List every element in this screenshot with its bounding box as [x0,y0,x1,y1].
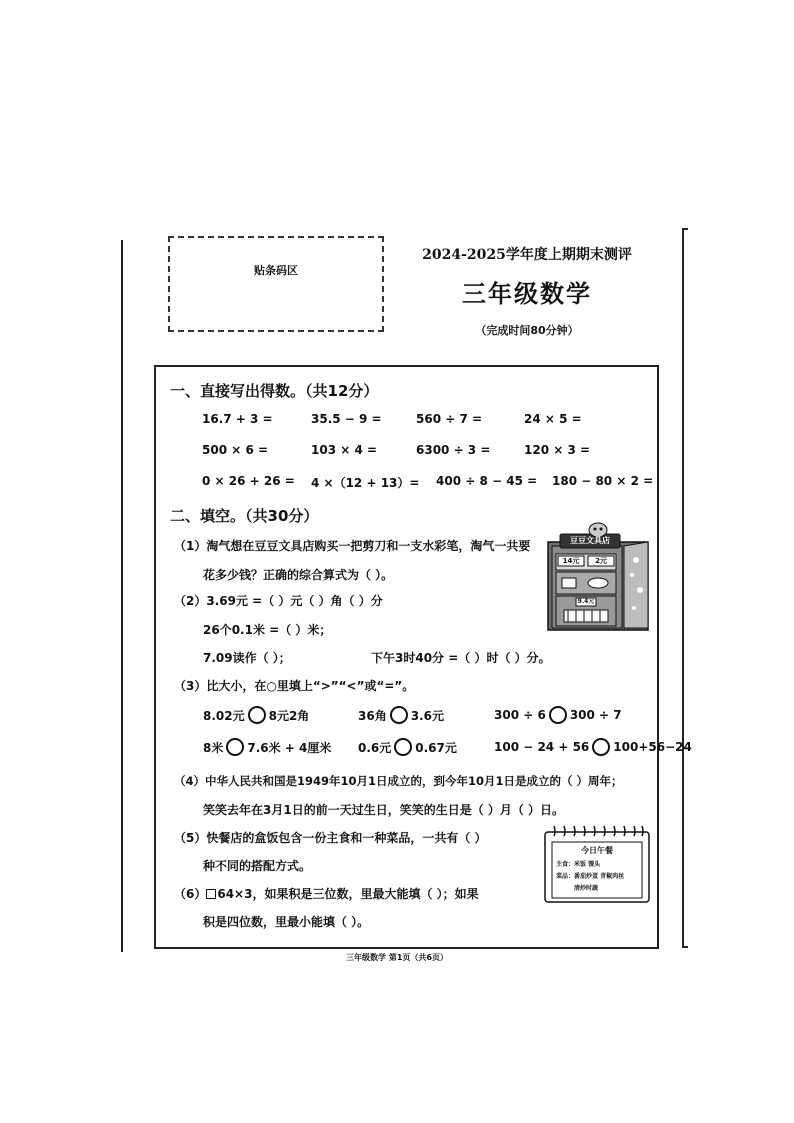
calc-2-3: 6300 ÷ 3 = [416,443,491,457]
price-pen: 2元 [595,557,607,565]
exam-title: 2024-2025学年度上期期末测评 [422,247,632,263]
q2-line1: （2）3.69元 =（ ）元（ ）角（ ）分 [174,594,383,608]
q1-line1: （1）淘气想在豆豆文具店购买一把剪刀和一支水彩笔，淘气一共要 [174,539,531,553]
calc-2-2: 103 × 4 = [311,443,378,457]
q1-line2: 花多少钱？正确的综合算式为（ ）。 [203,568,394,582]
right-border-tick-top [682,228,688,230]
right-border-tick-bottom [682,946,688,948]
q3-title: （3）比大小，在○里填上“>”“<”或“=”。 [174,679,415,693]
calc-2-4: 120 × 3 = [524,443,591,457]
compare-4 [203,738,331,756]
calc-1-3: 560 ÷ 7 = [416,412,483,426]
calc-3-1: 0 × 26 + 26 = [202,474,295,488]
q6-number: （6） [174,887,207,901]
compare-5 [358,738,457,756]
section2-title: 二、填空。（共30分） [170,507,319,525]
q5-line2: 种不同的搭配方式。 [203,859,312,873]
shop-name: 豆豆文具店 [570,536,610,545]
compare-3-left: 300 ÷ 6 [494,708,546,722]
right-border-line [682,228,684,948]
time-note: （完成时间80分钟） [475,324,579,337]
q6-line1-text: 64×3，如果积是三位数，里最大能填（ ）；如果 [217,887,479,901]
page-footer: 三年级数学 第1页（共6页） [346,953,448,962]
price-item: 9.4元 [577,598,595,605]
compare-2-right: 3.6元 [410,708,444,723]
q4-line1: （4）中华人民共和国是1949年10月1日成立的，到今年10月1日是成立的（ ）周年； [174,774,623,788]
compare-2-circle[interactable] [390,706,408,724]
compare-6-left: 100 − 24 + 56 [494,740,590,754]
price-scissors: 14元 [562,557,580,565]
calc-1-1: 16.7 + 3 = [202,412,273,426]
compare-5-circle[interactable] [394,738,412,756]
calc-3-4: 180 − 80 × 2 = [552,474,654,488]
compare-6 [494,738,692,756]
compare-2-left: 36角 [358,708,387,723]
menu-title: 今日午餐 [581,846,613,855]
section1-title: 一、直接写出得数。（共12分） [170,382,379,400]
compare-4-left: 8米 [203,740,224,755]
calc-1-4: 24 × 5 = [524,412,582,426]
compare-3-circle[interactable] [549,706,567,724]
compare-5-right: 0.67元 [415,740,457,755]
q6-line2: 积是四位数，里最小能填（ ）。 [203,915,370,929]
compare-5-left: 0.6元 [358,740,392,755]
q6-line1 [174,885,479,902]
menu-dishes: 菜品：番茄炒蛋 青椒肉丝 [556,873,625,880]
compare-1-circle[interactable] [248,706,266,724]
compare-1-right: 8元2角 [268,708,310,723]
q2-line3b: 下午3时40分 =（ ）时（ ）分。 [371,651,551,665]
compare-4-circle[interactable] [226,738,244,756]
q5-line1: （5）快餐店的盒饭包含一份主食和一种菜品，一共有（ ） [174,831,487,845]
compare-1-left: 8.02元 [203,708,245,723]
calc-3-3: 400 ÷ 8 − 45 = [436,474,538,488]
barcode-label: 贴条码区 [254,264,298,277]
compare-3-right: 300 ÷ 7 [569,708,622,722]
barcode-area [168,236,384,332]
compare-6-circle[interactable] [592,738,610,756]
compare-4-right: 7.6米 + 4厘米 [247,740,332,755]
compare-2 [358,706,444,724]
left-border-line [121,240,123,952]
compare-6-right: 100+56−24 [613,740,692,754]
q4-line2: 笑笑去年在3月1日的前一天过生日，笑笑的生日是（ ）月（ ）日。 [203,803,565,817]
q2-line3a: 7.09读作（ ）； [203,651,291,665]
menu-extra: 清炒时蔬 [574,885,599,892]
compare-1 [203,706,309,724]
calc-3-2: 4 ×（12 + 13）= [311,476,420,490]
compare-3 [494,706,622,724]
menu-staple: 主食：米饭 馒头 [556,861,601,868]
stationery-shop-illustration [546,520,654,632]
calc-2-1: 500 × 6 = [202,443,269,457]
q6-digit-box[interactable] [206,889,216,899]
exam-subject: 三年级数学 [462,279,592,308]
calc-1-2: 35.5 − 9 = [311,412,382,426]
lunch-menu-illustration [542,824,652,904]
q2-line2: 26个0.1米 =（ ）米； [203,623,332,637]
